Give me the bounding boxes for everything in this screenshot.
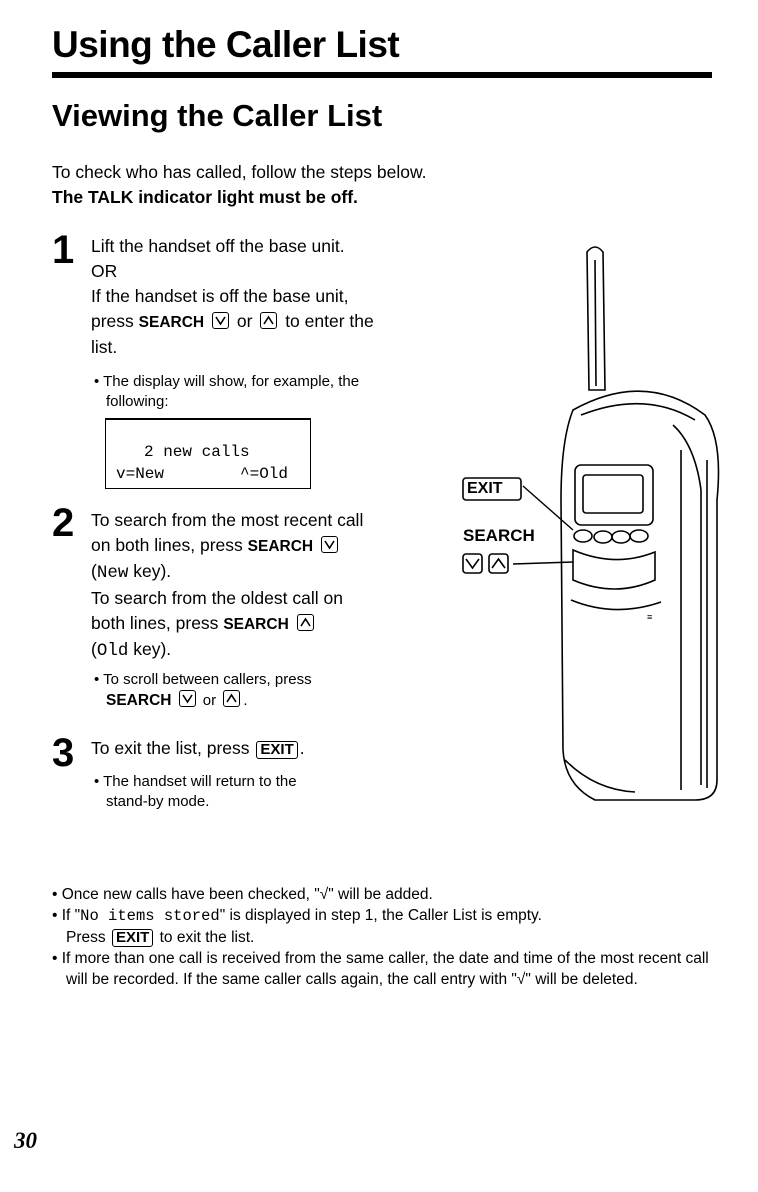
search-callout — [463, 554, 573, 573]
down-arrow-key-icon — [321, 536, 338, 553]
search-key-label: SEARCH — [247, 538, 314, 555]
note-line: stand-by mode. — [106, 793, 210, 810]
exit-key-icon: EXIT — [256, 741, 297, 759]
new-key-label: New — [96, 563, 129, 583]
earpiece-marking: ≡ — [647, 612, 653, 622]
step-1-line: list. — [91, 337, 118, 357]
note-line: • The display will show, for example, the — [94, 373, 360, 390]
section-heading: Viewing the Caller List — [52, 98, 383, 133]
note-item — [52, 927, 732, 948]
page-title: Using the Caller List — [52, 24, 400, 65]
note-line: • The handset will return to the — [94, 773, 297, 790]
lcd-new-label: v=New — [116, 465, 165, 483]
up-arrow-key-icon — [223, 690, 240, 707]
search-key-label: SEARCH — [138, 314, 205, 331]
step-3-text: To exit the list, press EXIT . — [91, 738, 305, 758]
down-arrow-key-icon — [212, 312, 229, 329]
notes-list — [52, 884, 732, 990]
down-arrow-key-icon — [179, 690, 196, 707]
text: or — [202, 692, 217, 709]
page-number: 30 — [14, 1128, 37, 1153]
text: ( — [91, 639, 97, 659]
note-line: • To scroll between callers, press — [94, 671, 312, 688]
search-key-label: SEARCH — [106, 692, 172, 709]
step-1-number: 1 — [52, 228, 75, 272]
step-2-line — [91, 611, 451, 637]
note-item: • If more than one call is received from the same caller, the date and time of the most recent call will be recorded. If the same caller calls again, the call entry with "√" will be deleted. — [52, 950, 709, 988]
text: key). — [128, 639, 172, 659]
step-2-number: 2 — [52, 501, 75, 545]
text: • If " — [52, 907, 81, 924]
step-1-line: Lift the handset off the base unit. — [91, 236, 345, 256]
step-1-text — [91, 234, 451, 360]
no-items-stored-label: No items stored — [80, 907, 220, 925]
text: To exit the list, press — [91, 738, 250, 758]
exit-label: EXIT — [467, 480, 503, 497]
step-2-note — [94, 670, 312, 711]
up-arrow-key-icon — [297, 614, 314, 631]
step-2-line — [91, 559, 451, 586]
text: press — [91, 311, 134, 331]
text: Press — [66, 929, 106, 946]
step-2-line: To search from the oldest call on — [91, 588, 343, 608]
up-arrow-key-icon — [260, 312, 277, 329]
exit-key-icon: EXIT — [112, 929, 153, 947]
text: both lines, press — [91, 613, 219, 633]
text: to exit the list. — [159, 929, 255, 946]
note-line: SEARCH or . — [106, 692, 248, 709]
text: to enter the — [285, 311, 374, 331]
step-2-line — [91, 637, 451, 664]
old-key-label: Old — [96, 641, 129, 661]
step-1-line: If the handset is off the base unit, — [91, 286, 349, 306]
lcd-line-1: 2 new calls — [144, 443, 250, 461]
step-1-line — [91, 309, 451, 335]
step-3-number: 3 — [52, 731, 75, 775]
intro-note: The TALK indicator light must be off. — [52, 187, 358, 207]
note-item: • Once new calls have been checked, "√" will be added. — [52, 886, 433, 903]
note-line: following: — [106, 393, 169, 410]
step-2-text — [91, 508, 451, 664]
step-1-note — [94, 372, 359, 412]
intro — [52, 160, 427, 210]
note-item — [52, 905, 732, 927]
text: " is displayed in step 1, the Caller List is empty. — [219, 907, 542, 924]
lcd-old-label: ^=Old — [240, 465, 289, 483]
handset-drawing — [455, 240, 745, 810]
text: key). — [128, 561, 172, 581]
step-2-line: To search from the most recent call — [91, 510, 364, 530]
lcd-display-example — [105, 418, 311, 489]
search-label: SEARCH — [463, 526, 535, 545]
search-key-label: SEARCH — [223, 616, 289, 633]
handset-illustration — [455, 240, 745, 810]
intro-line: To check who has called, follow the steps below. — [52, 162, 427, 182]
step-3-note — [94, 772, 297, 812]
step-1-line: OR — [91, 261, 118, 281]
title-rule — [52, 72, 712, 78]
step-2-line — [91, 533, 451, 559]
text: ( — [91, 561, 97, 581]
text: on both lines, press — [91, 535, 243, 555]
text: or — [236, 311, 253, 331]
